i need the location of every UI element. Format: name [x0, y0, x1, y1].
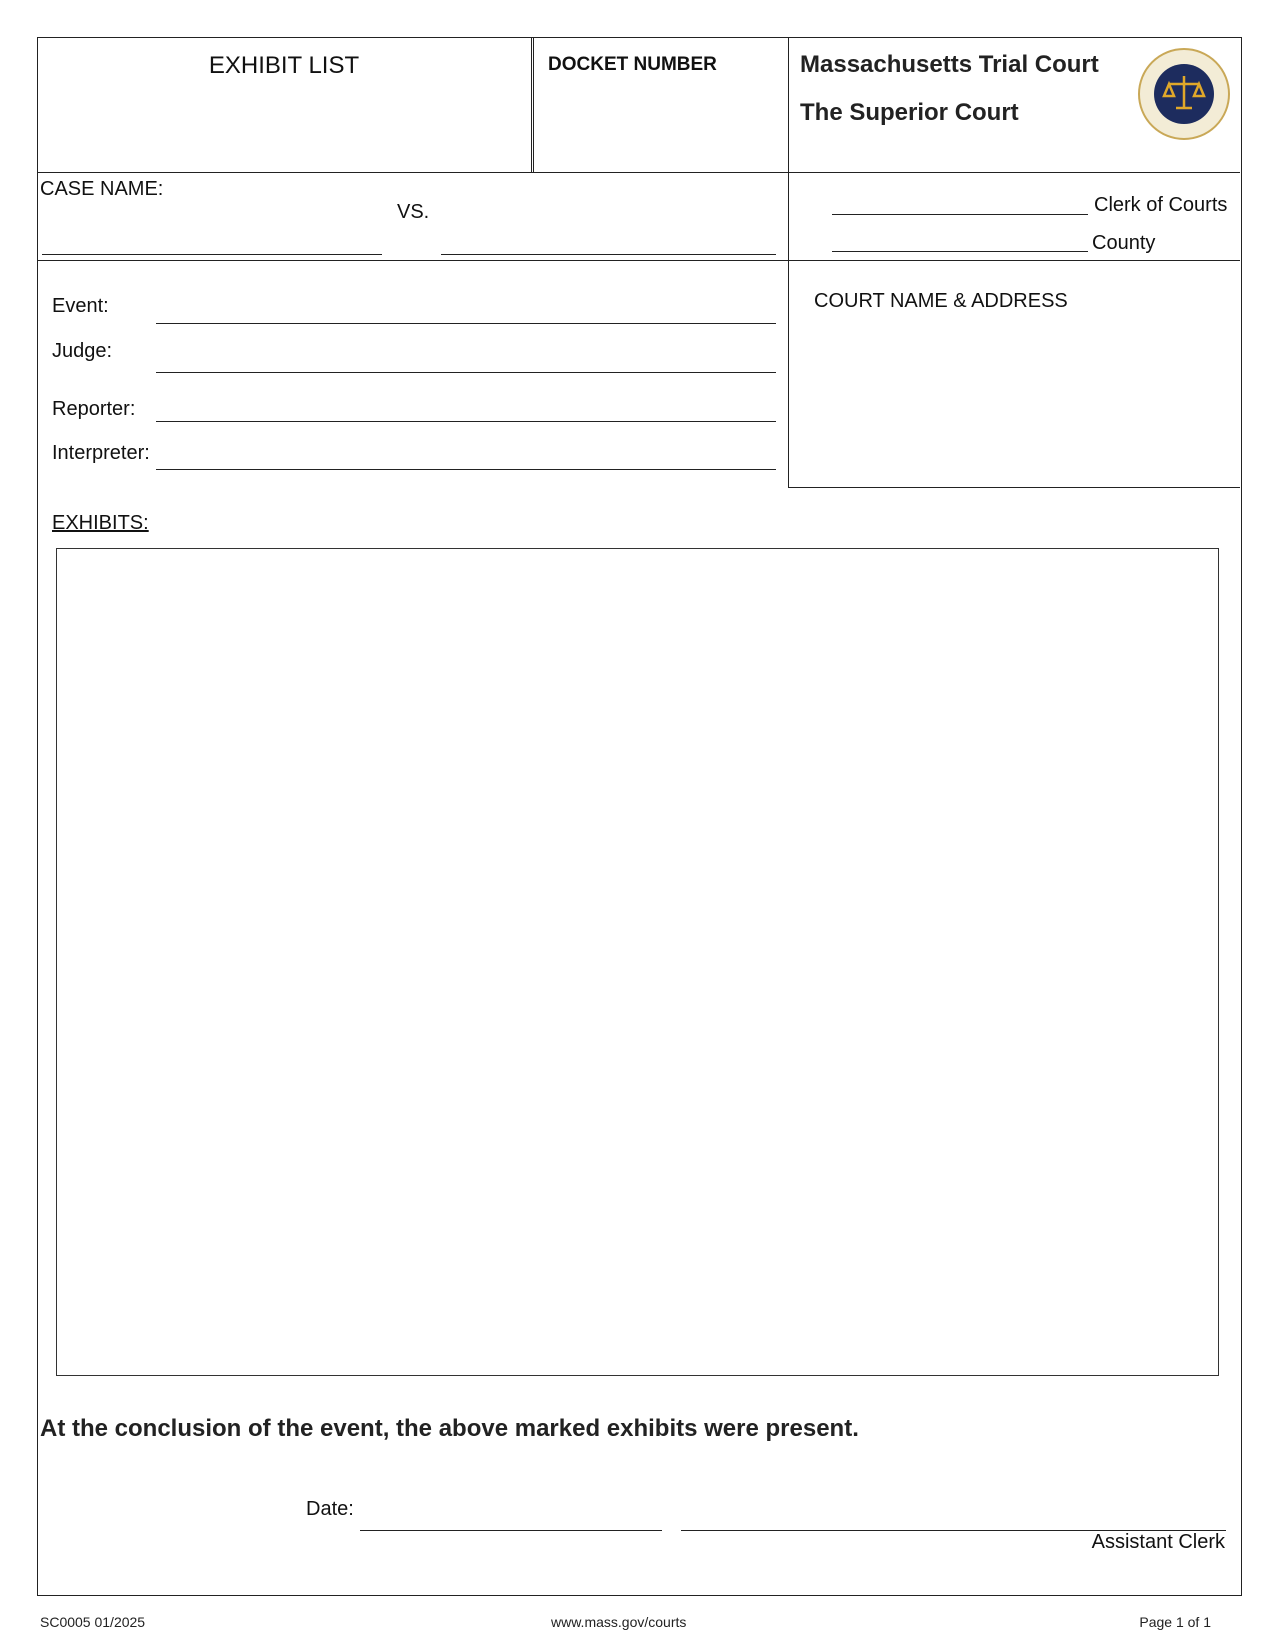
county-field[interactable]	[832, 251, 1088, 252]
interpreter-label: Interpreter:	[52, 442, 150, 464]
reporter-field[interactable]	[156, 421, 776, 422]
divider	[37, 260, 1240, 261]
event-label: Event:	[52, 295, 109, 317]
plaintiff-field[interactable]	[42, 254, 382, 255]
website-link[interactable]: www.mass.gov/courts	[551, 1614, 687, 1630]
date-label: Date:	[306, 1498, 354, 1520]
county-label: County	[1092, 232, 1156, 254]
conclusion-statement: At the conclusion of the event, the above marked exhibits were present.	[40, 1415, 859, 1442]
exhibits-label: EXHIBITS:	[52, 512, 149, 534]
clerk-of-courts-label: Clerk of Courts	[1094, 194, 1228, 216]
exhibits-field[interactable]	[56, 548, 1219, 1376]
interpreter-field[interactable]	[156, 469, 776, 470]
judge-field[interactable]	[156, 372, 776, 373]
page-number: Page 1 of 1	[1139, 1614, 1211, 1630]
form-title: EXHIBIT LIST	[208, 52, 360, 79]
court-division: The Superior Court	[800, 99, 1019, 126]
docket-number-field[interactable]	[536, 90, 784, 168]
reporter-label: Reporter:	[52, 398, 136, 420]
court-name-address-field[interactable]	[800, 320, 1230, 480]
defendant-field[interactable]	[441, 254, 776, 255]
divider	[531, 37, 534, 172]
form-code: SC0005 01/2025	[40, 1614, 146, 1630]
case-name-label: CASE NAME:	[40, 178, 164, 200]
event-field[interactable]	[156, 323, 776, 324]
docket-number-label: DOCKET NUMBER	[548, 54, 717, 75]
divider	[37, 172, 1240, 173]
divider	[788, 37, 789, 487]
divider	[788, 487, 1240, 488]
scales-of-justice-icon	[1154, 64, 1214, 124]
court-name-address-label: COURT NAME & ADDRESS	[814, 290, 1068, 312]
date-field[interactable]	[360, 1530, 662, 1531]
clerk-of-courts-field[interactable]	[832, 214, 1088, 215]
court-name: Massachusetts Trial Court	[800, 51, 1099, 78]
court-seal	[1138, 48, 1230, 140]
vs-label: VS.	[397, 201, 430, 223]
assistant-clerk-label: Assistant Clerk	[1091, 1531, 1225, 1553]
judge-label: Judge:	[52, 340, 113, 362]
